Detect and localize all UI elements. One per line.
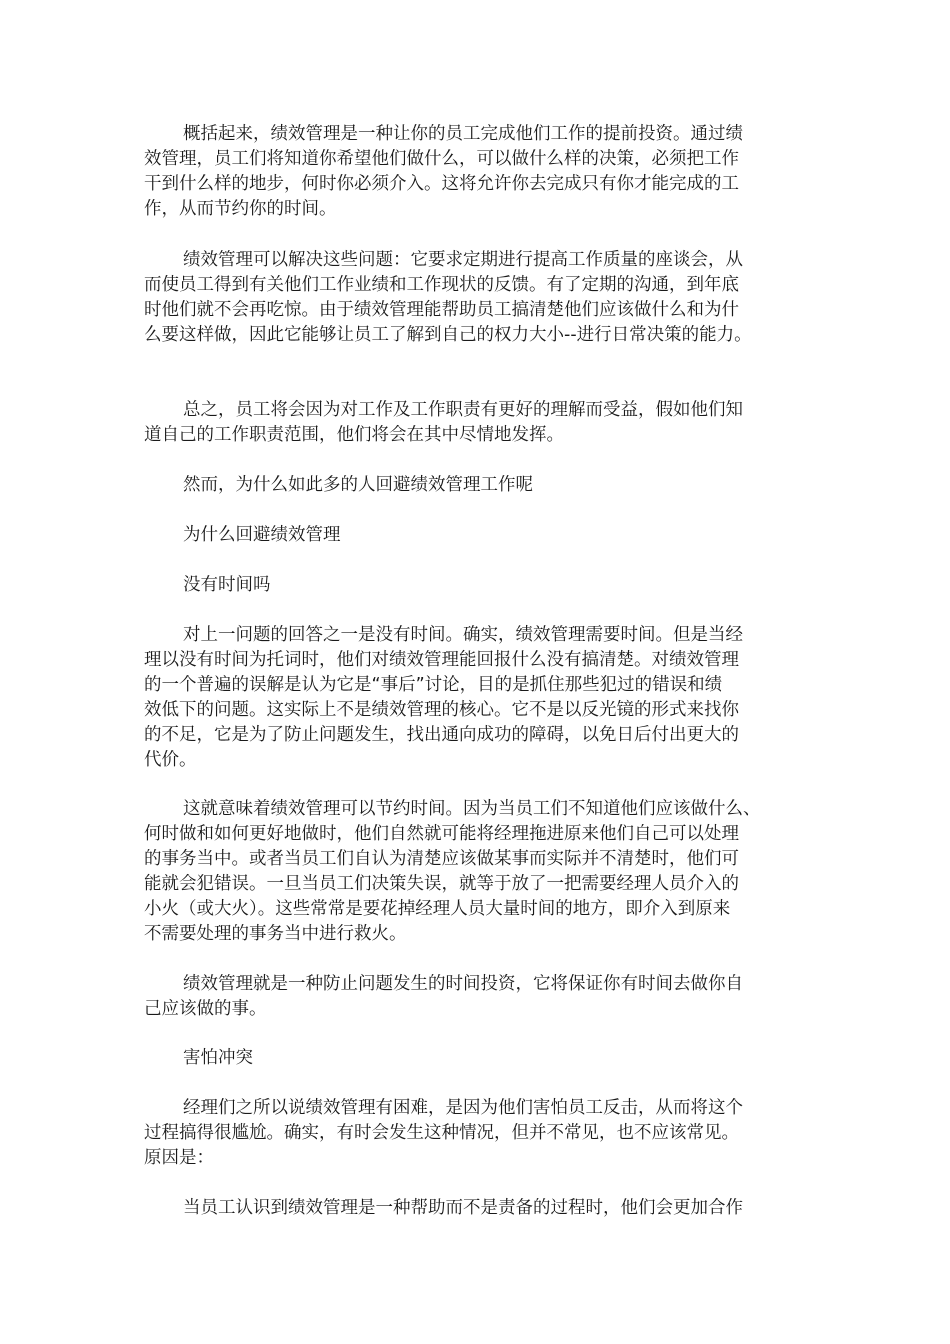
text-line: 么要这样做，因此它能够让员工了解到自己的权力大小--进行日常决策的能力。 <box>144 325 752 345</box>
text-line: 对上一问题的回答之一是没有时间。确实，绩效管理需要时间。但是当经 <box>183 625 743 645</box>
text-line: 绩效管理可以解决这些问题：它要求定期进行提高工作质量的座谈会，从 <box>183 250 743 270</box>
text-line: 没有时间吗 <box>183 575 271 595</box>
paragraph-conclusion <box>144 398 820 448</box>
text-line: 害怕冲突 <box>183 1048 253 1068</box>
paragraph-saves-time <box>144 797 820 947</box>
text-line: 而使员工得到有关他们工作业绩和工作现状的反馈。有了定期的沟通，到年底 <box>144 275 739 295</box>
paragraph-investment-summary <box>144 122 820 222</box>
text-line: 原因是： <box>144 1148 214 1168</box>
text-line: 绩效管理就是一种防止问题发生的时间投资，它将保证你有时间去做你自 <box>183 974 743 994</box>
section-heading-no-time <box>144 573 820 598</box>
text-line: 这就意味着绩效管理可以节约时间。因为当员工们不知道他们应该做什么、 <box>183 799 761 819</box>
text-line: 总之，员工将会因为对工作及工作职责有更好的理解而受益，假如他们知 <box>183 400 743 420</box>
text-line: 效管理，员工们将知道你希望他们做什么，可以做什么样的决策，必须把工作 <box>144 149 739 169</box>
text-line: 的事务当中。或者当员工们自认为清楚应该做某事而实际并不清楚时，他们可 <box>144 849 739 869</box>
text-line: 的一个普遍的误解是认为它是“事后”讨论，目的是抓住那些犯过的错误和绩 <box>144 675 723 695</box>
text-line: 代价。 <box>144 750 197 770</box>
text-line: 然而，为什么如此多的人回避绩效管理工作呢 <box>183 475 533 495</box>
text-line: 过程搞得很尴尬。确实，有时会发生这种情况，但并不常见，也不应该常见。 <box>144 1123 739 1143</box>
text-line: 小火（或大火）。这些常常是要花掉经理人员大量时间的地方，即介入到原来 <box>144 899 731 919</box>
paragraph-no-time-answer <box>144 623 820 773</box>
paragraph-why-avoid-question <box>144 473 820 498</box>
paragraph-problems-solved <box>144 248 820 348</box>
text-line: 为什么回避绩效管理 <box>183 525 341 545</box>
text-line: 何时做和如何更好地做时，他们自然就可能将经理拖进原来他们自己可以处理 <box>144 824 739 844</box>
paragraph-fear-conflict <box>144 1096 820 1171</box>
text-line: 干到什么样的地步，何时你必须介入。这将允许你去完成只有你才能完成的工 <box>144 174 739 194</box>
section-heading-why-avoid <box>144 523 820 548</box>
section-heading-fear-conflict <box>144 1046 820 1071</box>
text-line: 不需要处理的事务当中进行救火。 <box>144 924 407 944</box>
text-line: 的不足，它是为了防止问题发生，找出通向成功的障碍，以免日后付出更大的 <box>144 725 739 745</box>
text-line: 理以没有时间为托词时，他们对绩效管理能回报什么没有搞清楚。对绩效管理 <box>144 650 739 670</box>
text-line: 作，从而节约你的时间。 <box>144 199 337 219</box>
text-line: 经理们之所以说绩效管理有困难，是因为他们害怕员工反击，从而将这个 <box>183 1098 743 1118</box>
text-line: 时他们就不会再吃惊。由于绩效管理能帮助员工搞清楚他们应该做什么和为什 <box>144 300 739 320</box>
paragraph-time-investment <box>144 972 820 1022</box>
text-line: 己应该做的事。 <box>144 999 267 1019</box>
text-line: 概括起来，绩效管理是一种让你的员工完成他们工作的提前投资。通过绩 <box>183 124 743 144</box>
paragraph-cooperation <box>144 1196 820 1221</box>
text-line: 效低下的问题。这实际上不是绩效管理的核心。它不是以反光镜的形式来找你 <box>144 700 739 720</box>
text-line: 当员工认识到绩效管理是一种帮助而不是责备的过程时，他们会更加合作 <box>183 1198 743 1218</box>
text-line: 能就会犯错误。一旦当员工们决策失误，就等于放了一把需要经理人员介入的 <box>144 874 739 894</box>
text-line: 道自己的工作职责范围，他们将会在其中尽情地发挥。 <box>144 425 564 445</box>
